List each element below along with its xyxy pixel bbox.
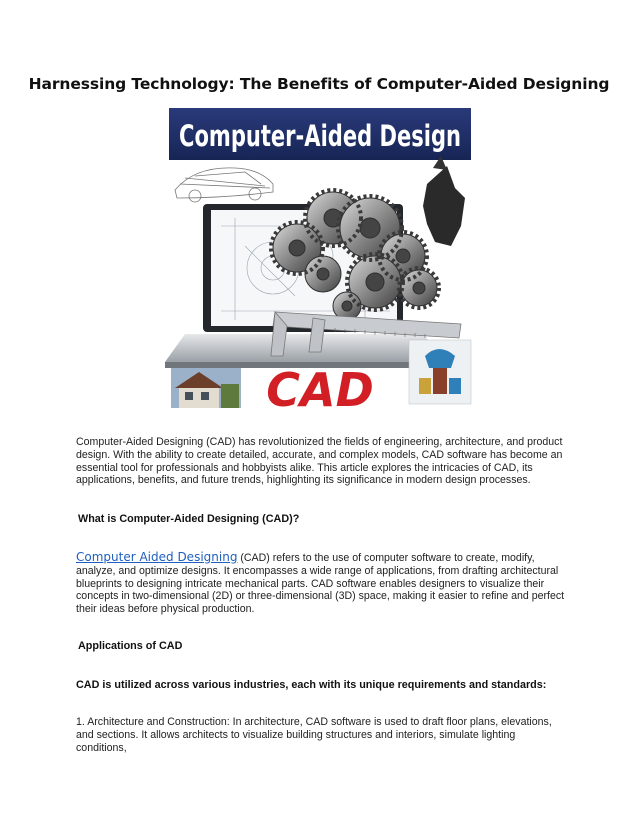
applications-item-1: 1. Architecture and Construction: In architecture, CAD software is used to draft floor plans, elevations, and sections. It allows architects to visualize building structures and interiors, simulate lighting conditions, [76,716,552,754]
section1-body: (CAD) refers to the use of computer software to create, modify, analyze, and optimize designs. It encompasses a wide range of applications, from drafting architectural blueprints to designing intricate mechanical parts. CAD software enables designers to visualize their concepts in two-dimensional (2D) or three-dimensional (3D) space, making it easier to refine and perfect their ideas before physical production. [76,552,565,616]
sculpture-shape [423,156,465,246]
car-sketch [175,168,273,202]
banner-text: Computer-Aided Design [179,119,461,153]
applications-subheading: CAD is utilized across various industries, each with its unique requirements and standards: [76,679,547,691]
page-title: Harnessing Technology: The Benefits of Computer-Aided Designing [28,75,610,93]
house-photo [171,368,241,408]
section-heading-what-is-cad: What is Computer-Aided Designing (CAD)? [78,513,300,525]
section1-paragraph [76,551,566,616]
cad-link[interactable]: Computer Aided Designing [76,550,238,564]
hero-image [165,106,475,417]
cad-logo-text: CAD [266,363,374,417]
turbine-photo [409,340,471,404]
cad-illustration [165,106,475,417]
section-heading-applications: Applications of CAD [78,640,183,652]
intro-paragraph: Computer-Aided Designing (CAD) has revolutionized the fields of engineering, architecture, and product design. With the ability to create detailed, accurate, and complex models, CAD software has become an essential tool for professionals and hobbyists alike. This article explores the intricacies of CAD, its applications, benefits, and future trends, highlighting its significance in modern design processes. [76,436,563,487]
